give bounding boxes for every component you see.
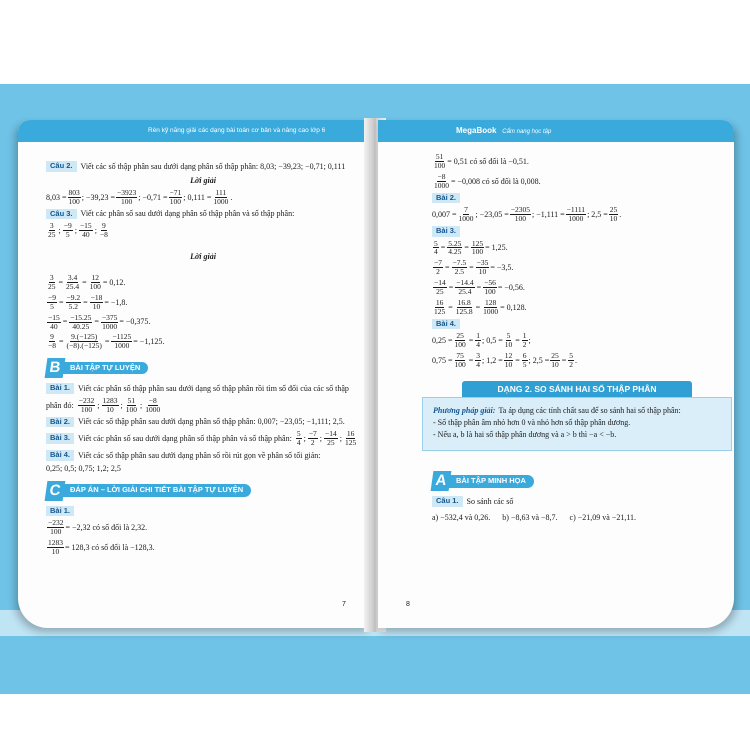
cont-row-1 <box>432 153 720 170</box>
cau3-given: $\frac{3}{25}$ ; $\frac{-9}{5}$ ; $\frac{-15}{40}$ ; $\frac{9}{-8}$ <box>48 221 108 240</box>
row-tail: = −0,375. <box>119 317 151 327</box>
fraction: $\frac{-232}{100}$ <box>78 395 95 414</box>
row-tail: = −1,125. <box>133 337 165 347</box>
left-content <box>18 158 370 559</box>
right-page-number: 8 <box>406 601 410 608</box>
fraction: $\frac{9}{-8}$ <box>48 332 56 351</box>
method-label: Phương pháp giải: <box>433 405 496 415</box>
cau3-prompt <box>46 209 360 220</box>
row-tail: = 0,51 có số đối là −0,51. <box>447 156 529 166</box>
fraction: $\frac{-7.5}{2.5}$ <box>452 258 467 277</box>
cau2-solution <box>46 189 360 206</box>
cau3-row-3: $\frac{-15}{40}$ = $\frac{-15.25}{40.25}$ = $\frac{-375}{1000}$ = −0,375. <box>48 312 151 331</box>
cau2-sol-c: ; −0,71 = <box>138 192 168 202</box>
b-bai1-text: Viết các phân số thập phân sau dưới dạng số thập phân rồi tìm số đối của các số thập <box>78 383 349 393</box>
dang2-title: DẠNG 2. SO SÁNH HAI SỐ THẬP PHÂN <box>462 381 692 397</box>
section-b-heading <box>46 358 360 378</box>
fraction: $\frac{-1111}{1000}$ <box>566 205 586 223</box>
row-tail: = 0,128. <box>500 302 527 312</box>
r-bai3-row-3: $\frac{-14}{25}$ = $\frac{-14.4}{25.4}$ = $\frac{-56}{100}$ = −0,56. <box>434 278 525 296</box>
fraction: $\frac{-232}{100}$ <box>48 518 64 537</box>
fraction: $\frac{-15}{40}$ <box>48 312 60 331</box>
b-bai3-label: Bài 3. <box>46 433 74 444</box>
row-tail: = 0,12. <box>102 277 126 287</box>
right-content <box>378 150 734 525</box>
fraction: $\frac{25}{10}$ <box>551 350 559 369</box>
r-bai2-label: Bài 2. <box>432 193 460 204</box>
fraction: $\frac{5}{4}$ <box>296 429 301 447</box>
open-book <box>18 112 736 640</box>
b-bai2 <box>46 417 360 428</box>
b-bai4 <box>46 450 360 461</box>
fraction: $\frac{5.25}{4.25}$ <box>448 238 462 257</box>
left-page <box>18 120 370 628</box>
cau3-label: Câu 3. <box>46 209 77 220</box>
a-cau1 <box>432 496 720 507</box>
section-c-title: ĐÁP ÁN – LỜI GIẢI CHI TIẾT BÀI TẬP TỰ LUYỆN <box>62 484 251 497</box>
cau2-sol-d: ; 0,111 = <box>183 192 212 202</box>
b-bai4-text: Viết các số thập phân sau dưới dạng phân số rồi rút gọn về phân số tối giản: <box>78 450 321 460</box>
section-a-heading <box>432 471 720 491</box>
fraction: $\frac{51}{100}$ <box>434 152 446 170</box>
fraction: $\frac{3}{25}$ <box>48 221 56 240</box>
r-bai3-row-4: $\frac{16}{125}$ = $\frac{16.8}{125.8}$ = $\frac{128}{1000}$ = 0,128. <box>434 297 527 316</box>
cont-row-2 <box>432 173 720 190</box>
fraction: $\frac{1283}{10}$ <box>102 395 118 414</box>
section-a-title: BÀI TẬP MINH HỌA <box>448 475 534 488</box>
fraction: $\frac{-56}{100}$ <box>484 278 496 296</box>
method-bullet-1: - Số thập phân âm nhỏ hơn 0 và nhỏ hơn số thập phân dương. <box>433 417 631 427</box>
cau2-loi-giai: Lời giải <box>190 175 216 185</box>
fraction: $\frac{-375}{1000}$ <box>101 312 118 331</box>
fraction: $\frac{-35}{10}$ <box>476 258 489 277</box>
r-bai3-label: Bài 3. <box>432 226 460 237</box>
cau2-sol-a: 8,03 = <box>46 192 67 202</box>
fraction: $\frac{3}{4}$ <box>476 350 481 369</box>
cau3-row-4: $\frac{9}{-8}$ = $\frac{9.(-125)}{(-8).(-125)}$ = $\frac{-1125}{1000}$ = −1,125. <box>48 332 165 351</box>
fraction: $\frac{-2305}{100}$ <box>510 205 530 223</box>
fraction: $\frac{-9.2}{5.2}$ <box>66 292 81 311</box>
cau2-prompt <box>46 161 360 172</box>
fraction: $\frac{9.(-125)}{(-8).(-125)}$ <box>66 332 102 351</box>
cau3-loi-giai: Lời giải <box>190 251 216 261</box>
c-ans-2 <box>46 539 360 556</box>
cau2-sol-end: . <box>230 192 233 202</box>
section-c-letter: C <box>45 481 66 501</box>
fraction: $\frac{-3923}{100}$ <box>117 187 137 206</box>
fraction: $\frac{25}{100}$ <box>454 331 466 349</box>
row-tail: = −0,56. <box>497 282 525 292</box>
b-bai4-cont <box>46 464 360 473</box>
fraction: $\frac{3.4}{25.4}$ <box>66 273 80 291</box>
r-bai2 <box>432 193 720 204</box>
r-bai2-solution: 0,007 = $\frac{7}{1000}$ ; −23,05 = $\frac{-2305}{100}$ ; −1,111 = $\frac{-1111}{1000}$ ; 2,5 = $\frac{25}{10}$ . <box>432 205 622 223</box>
right-page <box>378 120 734 628</box>
row-tail: = −3,5. <box>490 263 514 273</box>
fraction: $\frac{7}{1000}$ <box>458 205 474 223</box>
background-top <box>0 0 750 84</box>
fraction: $\frac{75}{100}$ <box>454 350 466 369</box>
fraction: $\frac{-7}{2}$ <box>308 429 317 447</box>
fraction: $\frac{-9}{5}$ <box>63 221 72 240</box>
c-ans-1 <box>46 519 360 536</box>
method-bullet-2: - Nếu a, b là hai số thập phân dương và a > b thì −a < −b. <box>433 430 617 439</box>
cau3-row-1: $\frac{3}{25}$ = $\frac{3.4}{25.4}$ = $\frac{12}{100}$ = 0,12. <box>48 273 126 291</box>
dang2-box <box>422 381 732 452</box>
a-cau1-parts <box>432 513 720 522</box>
right-running-header <box>378 120 734 142</box>
left-header-title: Rèn kỹ năng giải các dạng bài toán cơ bản và nâng cao lớp 6 <box>148 127 326 134</box>
row-tail: = −0,008 có số đối là 0,008. <box>451 176 541 186</box>
fraction: $\frac{12}{10}$ <box>504 350 513 369</box>
cau2-text: Viết các số thập phân sau dưới dạng phân số thập phân: 8,03; −39,23; −0,71; 0,111 <box>80 161 346 171</box>
brand-slogan: Cẩm nang học tập <box>502 129 552 135</box>
b-bai4-text2: 0,25; 0,5; 0,75; 1,2; 2,5 <box>46 463 121 473</box>
fraction: $\frac{5}{2}$ <box>569 350 574 369</box>
fraction: $\frac{5}{10}$ <box>504 331 513 349</box>
brand-logo: MegaBook <box>456 126 497 135</box>
fraction: $\frac{-15}{40}$ <box>79 221 92 240</box>
fraction: $\frac{12}{100}$ <box>89 273 101 291</box>
fraction: $\frac{1}{4}$ <box>476 331 481 349</box>
a-cau1-label: Câu 1. <box>432 496 463 507</box>
r-bai4-line-1: 0,25 = $\frac{25}{100}$ = $\frac{1}{4}$ ; 0,5 = $\frac{5}{10}$ = $\frac{1}{2}$ ; <box>432 331 531 349</box>
r-bai4-label: Bài 4. <box>432 319 460 330</box>
section-b-letter: B <box>45 358 66 378</box>
cau3-text: Viết các phân số sau dưới dạng phân số thập phân và số thập phân: <box>80 209 295 219</box>
r-bai4 <box>432 319 720 330</box>
row-tail: = −2,32 có số đối là 2,32. <box>65 523 148 533</box>
fraction: $\frac{125}{100}$ <box>471 238 484 257</box>
b-bai2-label: Bài 2. <box>46 417 74 428</box>
fraction: $\frac{1}{2}$ <box>522 331 527 349</box>
b-bai1-cont: phân đó: $\frac{-232}{100}$ ; $\frac{1283}{10}$ ; $\frac{51}{100}$ ; $\frac{-8}{1000}$ <box>46 395 161 414</box>
dang2-method <box>422 397 732 452</box>
c-bai1-label: Bài 1. <box>46 506 74 517</box>
cau2-sol-b: ; −39,23 = <box>81 192 116 202</box>
fraction: $\frac{-1125}{1000}$ <box>112 332 132 351</box>
fraction: $\frac{3}{25}$ <box>48 273 56 291</box>
fraction: $\frac{-9}{5}$ <box>48 292 56 311</box>
fraction: $\frac{-14}{25}$ <box>434 278 446 296</box>
fraction: $\frac{-71}{100}$ <box>169 187 182 206</box>
fraction: $\frac{16}{125}$ <box>434 297 446 316</box>
b-bai2-text: Viết các số thập phân sau dưới dạng phân số thập phân: 0,007; −23,05; −1,111; 2,5. <box>78 417 345 427</box>
a-cau1-text: So sánh các số <box>466 496 514 506</box>
fraction: $\frac{16}{125}$ <box>345 429 357 447</box>
b-bai4-label: Bài 4. <box>46 450 74 461</box>
fraction: $\frac{25}{10}$ <box>609 205 618 223</box>
fraction: $\frac{-15.25}{40.25}$ <box>70 312 92 331</box>
row-tail: = 128,3 có số đối là −128,3. <box>65 542 155 552</box>
row-tail: = 1,25. <box>485 243 508 253</box>
section-a-letter: A <box>431 471 452 491</box>
fraction: $\frac{-7}{2}$ <box>434 258 442 277</box>
fraction: $\frac{16.8}{125.8}$ <box>455 297 473 316</box>
cau3-row-2: $\frac{-9}{5}$ = $\frac{-9.2}{5.2}$ = $\frac{-18}{10}$ = −1,8. <box>48 292 128 311</box>
fraction: $\frac{5}{4}$ <box>434 238 438 257</box>
b-bai1-text2: phân đó: <box>46 400 74 410</box>
r-bai3-row-2: $\frac{-7}{2}$ = $\frac{-7.5}{2.5}$ = $\frac{-35}{10}$ = −3,5. <box>434 258 514 277</box>
r-bai4-line-2: 0,75 = $\frac{75}{100}$ = $\frac{3}{4}$ ; 1,2 = $\frac{12}{10}$ = $\frac{6}{5}$ ; 2,5 = $\frac{25}{10}$ = $\frac{5}{2}$ . <box>432 350 578 369</box>
method-text: Ta áp dụng các tính chất sau để so sánh hai số thập phân: <box>498 405 681 415</box>
cau2-label: Câu 2. <box>46 161 77 172</box>
part-c: c) −21,09 và −21,11. <box>569 512 637 522</box>
left-running-header <box>18 120 370 142</box>
part-b: b) −8,63 và −8,7. <box>502 512 558 522</box>
fraction: $\frac{-14.4}{25.4}$ <box>456 278 474 296</box>
fraction: $\frac{128}{1000}$ <box>483 297 499 316</box>
b-bai3-text: Viết các phân số sau dưới dạng phân số thập phân và số thập phân: <box>78 433 292 443</box>
background-bottom <box>0 694 750 750</box>
fraction: $\frac{-8}{1000}$ <box>145 395 161 414</box>
fraction: $\frac{-18}{10}$ <box>90 292 103 311</box>
section-c-heading <box>46 481 360 501</box>
fraction: $\frac{-14}{25}$ <box>325 429 337 447</box>
b-bai3: Bài 3. Viết các phân số sau dưới dạng phân số thập phân và số thập phân: $\frac{5}{4}$ ; $\frac{-7}{2}$ ; $\frac{-14}{25}$ ; $\frac{16}{125}$ <box>46 430 360 447</box>
b-bai1-label: Bài 1. <box>46 383 74 394</box>
c-bai1 <box>46 506 360 517</box>
part-a: a) −532,4 và 0,26. <box>432 512 491 522</box>
left-page-number: 7 <box>342 601 346 608</box>
fraction: $\frac{51}{100}$ <box>125 395 137 414</box>
r-bai3 <box>432 226 720 237</box>
row-tail: = −1,8. <box>104 297 128 307</box>
r-bai3-row-1: $\frac{5}{4}$ = $\frac{5.25}{4.25}$ = $\frac{125}{100}$ = 1,25. <box>434 238 508 257</box>
fraction: $\frac{803}{100}$ <box>68 187 80 206</box>
fraction: $\frac{1283}{10}$ <box>48 538 63 556</box>
fraction: $\frac{111}{1000}$ <box>213 187 229 206</box>
section-b-title: BÀI TẬP TỰ LUYỆN <box>62 362 148 375</box>
b-bai1 <box>46 383 360 394</box>
fraction: $\frac{6}{5}$ <box>522 350 527 369</box>
fraction: $\frac{-8}{1000}$ <box>434 171 449 190</box>
fraction: $\frac{9}{-8}$ <box>99 221 108 240</box>
